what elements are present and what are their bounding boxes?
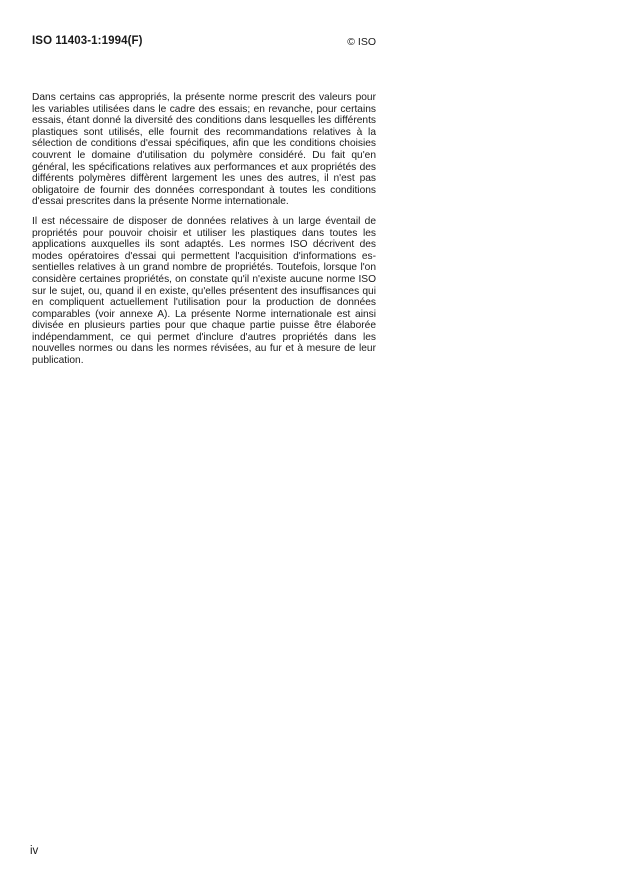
copyright-notice: © ISO	[347, 36, 376, 48]
page-number: iv	[30, 845, 39, 857]
page-header	[32, 35, 376, 51]
paragraph-2: Il est nécessaire de disposer de données relatives à un large éventail de propriétés pour pouvoir choisir et utiliser les plastiques dans toutes les applications auxquelles ils sont adaptés. Les normes ISO décrivent des modes opératoires d'essai qui permettent l'acquisition d'informations essentielles relatives à un grand nombre de propriétés. Toutefois, lorsque l'on considère certaines propriétés, on constate qu'il n'existe aucune norme ISO sur le sujet, ou, quand il en existe, qu'elles présentent des insuffisances qui en compliquent actuellement l'utilisation pour la production de données comparables (voir annexe A). La présente Norme internationale est ainsi divisée en plusieurs parties pour que chaque partie puisse être élaborée indépendamment, ce qui permet d'inclure d'autres propriétés dans les nouvelles normes ou dans les normes révisées, au fur et à mesure de leur publication.	[32, 215, 376, 367]
paragraph-1: Dans certains cas appropriés, la présente norme prescrit des valeurs pour les variables utilisées dans le cadre des essais; en revanche, pour certains essais, étant donné la diversité des conditions dans lesquelles les différents plastiques sont utilisés, elle fournit des recommandations relatives à la sélection de conditions d'essai spécifiques, afin que les conditions choisies couvrent le domaine d'utilisation du polymère considéré. Du fait qu'en général, les spécifications relatives aux performances et aux propriétés des différents polymères diffèrent largement les unes des autres, il n'est pas obligatoire de fournir des données correspondant à toutes les conditions d'essai prescrites dans la présente Norme internationale.	[32, 92, 376, 208]
body-text	[32, 92, 376, 375]
document-id: ISO 11403-1:1994(F)	[32, 35, 143, 47]
